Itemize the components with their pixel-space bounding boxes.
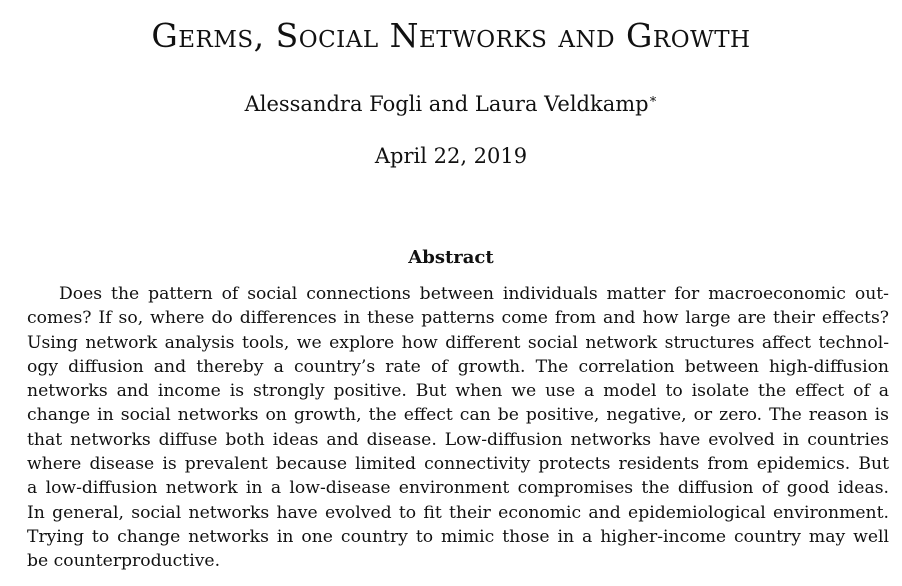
abstract-line: Does the pattern of social connections between individuals matter for macroeconomic out-	[59, 284, 889, 304]
paper-date: April 22, 2019	[374, 144, 528, 168]
abstract-line: that networks diffuse both ideas and disease. Low-diffusion networks have evolved in countries	[27, 429, 889, 450]
abstract-line: change in social networks on growth, the effect can be positive, negative, or zero. The reason is	[27, 405, 889, 426]
abstract-line: Using network analysis tools, we explore how different social network structures affect technol-	[27, 332, 889, 353]
abstract-line: be counterproductive.	[27, 551, 221, 572]
author-names: Alessandra Fogli and Laura Veldkamp	[244, 92, 649, 116]
abstract-line: comes? If so, where do differences in these patterns come from and how large are their effects?	[27, 308, 889, 329]
abstract-heading: Abstract	[408, 247, 494, 268]
abstract-line: where disease is prevalent because limited connectivity protects residents from epidemics. But	[27, 454, 889, 475]
abstract-line: a low-diffusion network in a low-disease environment compromises the diffusion of good ideas.	[27, 478, 889, 499]
paper-title: Germs, Social Networks and Growth	[151, 16, 751, 55]
abstract-line: ogy diffusion and thereby a country’s rate of growth. The correlation between high-diffusion	[27, 356, 889, 377]
author-footnote-marker: ∗	[648, 92, 658, 107]
abstract-line: Trying to change networks in one country to mimic those in a higher-income country may well	[27, 526, 889, 547]
abstract-body	[27, 282, 889, 574]
abstract-line: networks and income is strongly positive. But when we use a model to isolate the effect of a	[27, 381, 889, 402]
abstract-line: In general, social networks have evolved to fit their economic and epidemiological environment.	[27, 502, 889, 523]
author-line	[0, 86, 902, 122]
